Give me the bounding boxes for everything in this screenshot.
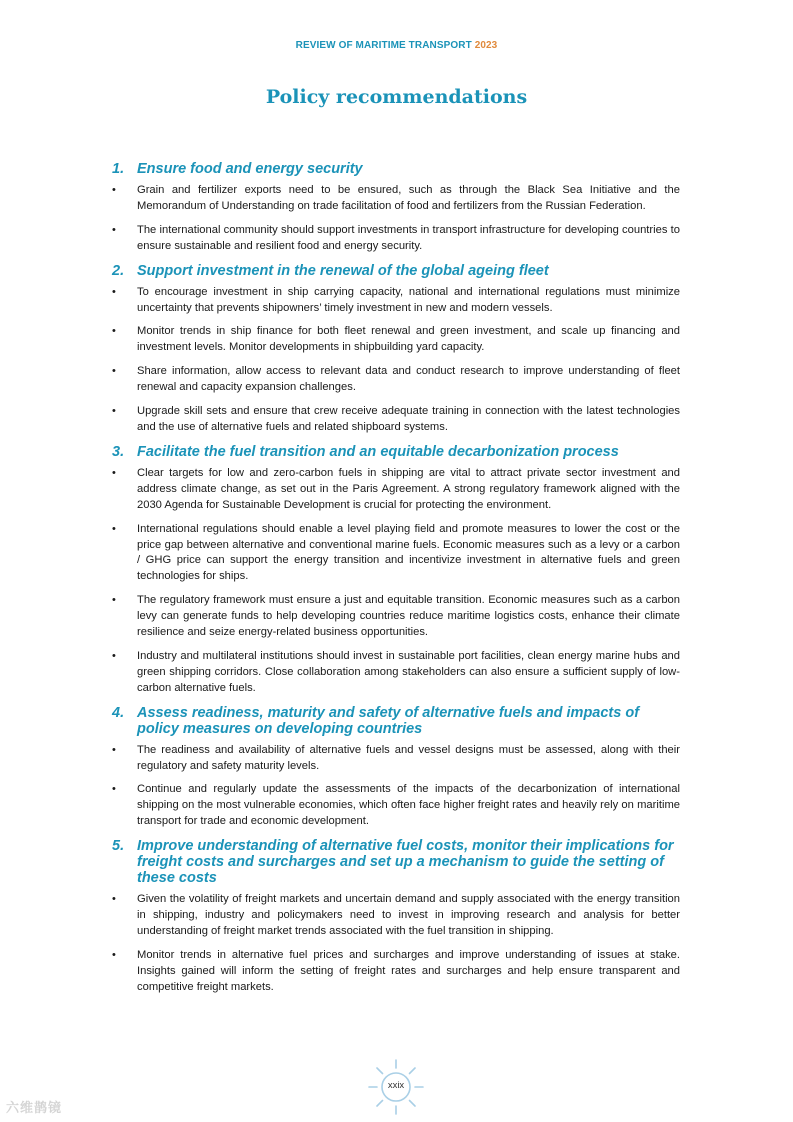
section-number: 3.	[112, 443, 125, 460]
bullet-icon: •	[112, 223, 116, 236]
list-item-text: Share information, allow access to relevant data and conduct research to improve understanding of fleet renewal and capacity expansion challenges.	[137, 365, 680, 394]
list-item	[112, 324, 680, 356]
bullet-icon: •	[112, 783, 116, 796]
bullet-icon: •	[112, 649, 116, 662]
list-item-text: Clear targets for low and zero-carbon fuels in shipping are vital to attract private sector investment and address climate change, as set out in the Paris Agreement. A strong regulatory framework aligned with the 2030 Agenda for Sustainable Development is crucial for protecting the environment.	[137, 466, 680, 511]
recommendations-list	[112, 161, 680, 1004]
list-item-text: Industry and multilateral institutions should invest in sustainable port facilities, clean energy marine hubs and green shipping corridors. Close collaboration among stakeholders can also ensure a sufficient supply of low-carbon alternative fuels.	[137, 649, 680, 694]
list-item	[112, 892, 680, 940]
section-title: Support investment in the renewal of the global ageing fleet	[137, 262, 549, 279]
watermark: 六维鹊镜	[6, 1100, 63, 1115]
list-item-text: The regulatory framework must ensure a just and equitable transition. Economic measures such as a carbon levy can generate funds to help developing countries reduce maritime logistics costs, enhance their climate resilience and seize energy-related business opportunities.	[137, 594, 680, 639]
section-heading	[112, 161, 680, 177]
bullet-icon: •	[112, 365, 116, 378]
section-title: Ensure food and energy security	[137, 161, 363, 177]
recommendation-section	[112, 838, 680, 995]
list-item-text: Monitor trends in alternative fuel prices and surcharges and improve understanding of issues at stake. Insights gained will inform the setting of freight rates and surcharges and help ensure transparent and competitive freight markets.	[137, 948, 680, 993]
list-item	[112, 649, 680, 697]
list-item	[112, 404, 680, 436]
recommendation-section	[112, 263, 680, 436]
bullet-icon: •	[112, 522, 116, 535]
bullet-icon: •	[112, 285, 116, 298]
page-number: xxix	[387, 1080, 405, 1091]
section-number: 4.	[112, 704, 125, 721]
page-title: Policy recommendations	[265, 86, 528, 108]
recommendation-section	[112, 161, 680, 255]
section-number: 2.	[112, 262, 125, 279]
section-heading	[112, 838, 680, 886]
section-number: 5.	[112, 838, 125, 855]
list-item	[112, 183, 680, 215]
list-item	[112, 223, 680, 255]
section-title: Assess readiness, maturity and safety of alternative fuels and impacts of policy measures on developing countries	[137, 704, 640, 737]
list-item-text: Upgrade skill sets and ensure that crew receive adequate training in connection with the latest technologies and the use of alternative fuels and related shipboard systems.	[137, 405, 680, 433]
bullet-icon: •	[112, 893, 116, 906]
bullet-icon: •	[112, 948, 116, 961]
list-item	[112, 743, 680, 775]
list-item	[112, 593, 680, 641]
bullet-icon: •	[112, 405, 116, 418]
header-publication: REVIEW OF MARITIME TRANSPORT	[295, 40, 472, 51]
list-item	[112, 948, 680, 996]
list-item	[112, 466, 680, 514]
bullet-icon: •	[112, 594, 116, 607]
section-heading	[112, 444, 680, 460]
bullet-icon: •	[112, 743, 116, 756]
recommendation-section	[112, 705, 680, 831]
running-header	[0, 40, 793, 51]
header-year: 2023	[474, 40, 498, 51]
section-number: 1.	[112, 161, 125, 177]
section-title: Facilitate the fuel transition and an equitable decarbonization process	[137, 443, 619, 460]
list-item-text: Monitor trends in ship finance for both fleet renewal and green investment, and scale up financing and investment levels. Monitor developments in shipbuilding yard capacity.	[137, 325, 680, 354]
list-item-text: Grain and fertilizer exports need to be ensured, such as through the Black Sea Initiative and the Memorandum of Understanding on trade facilitation of food and fertilizers from the Russian Federation.	[137, 184, 680, 212]
section-heading	[112, 263, 680, 279]
bullet-icon: •	[112, 466, 116, 479]
list-item-text: To encourage investment in ship carrying capacity, national and international regulations must minimize uncertainty that prevents shipowners’ timely investment in new and modern vessels.	[137, 285, 680, 314]
section-heading	[112, 705, 680, 737]
list-item-text: Given the volatility of freight markets and uncertain demand and supply associated with the energy transition in shipping, industry and policymakers need to invest in improving research and analysis for better understanding of freight market trends associated with the fuel transition in shipping.	[137, 893, 680, 937]
section-title: Improve understanding of alternative fuel costs, monitor their implications for freight costs and surcharges and set up a mechanism to guide the setting of these costs	[137, 838, 674, 887]
list-item	[112, 782, 680, 830]
list-item-text: International regulations should enable a level playing field and promote measures to lower the cost or the price gap between alternative and conventional marine fuels. Economic measures such as a levy or a carbon / GHG price can support the energy transition and incentivize investment in alternative fuels and green technologies for ships.	[137, 522, 680, 583]
list-item	[112, 364, 680, 396]
recommendation-section	[112, 444, 680, 697]
list-item	[112, 285, 680, 317]
bullet-icon: •	[112, 325, 116, 338]
list-item-text: The readiness and availability of alternative fuels and vessel designs must be assessed, along with their regulatory and safety maturity levels.	[137, 743, 680, 772]
list-item-text: Continue and regularly update the assessments of the impacts of the decarbonization of international shipping on the most vulnerable economies, which often face higher freight rates and heavily rely on maritime transport for trade and economic development.	[137, 783, 680, 828]
bullet-icon: •	[112, 184, 116, 196]
list-item	[112, 522, 680, 586]
list-item-text: The international community should support investments in transport infrastructure for developing countries to ensure sustainable and resilient food and energy security.	[137, 223, 680, 252]
